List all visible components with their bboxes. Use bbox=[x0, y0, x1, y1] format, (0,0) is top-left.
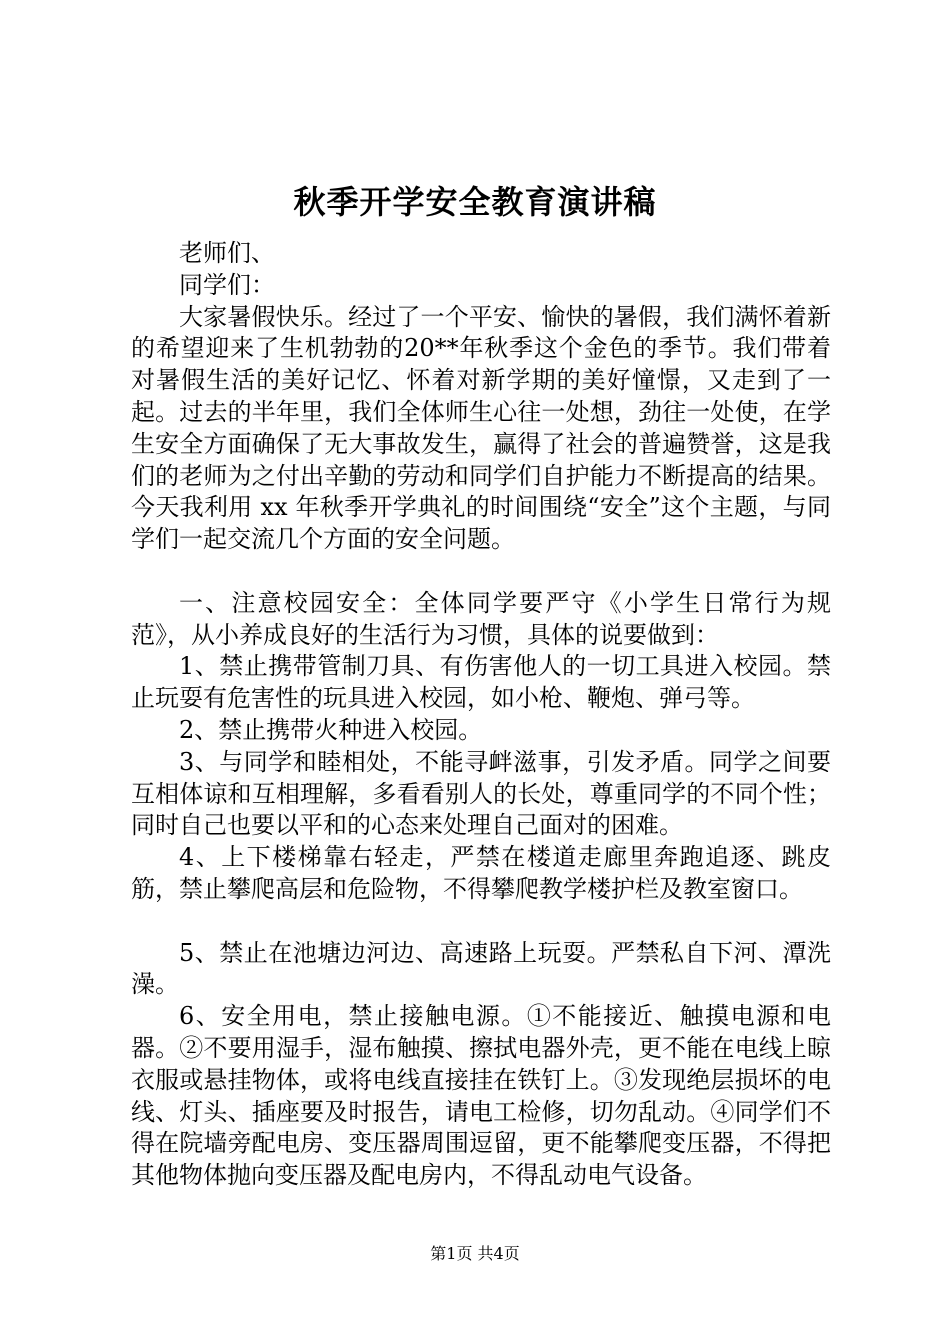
paragraph-intro: 大家暑假快乐。经过了一个平安、愉快的暑假，我们满怀着新的希望迎来了生机勃勃的20**年秋季这个金色的季节。我们带着对暑假生活的美好记忆、怀着对新学期的美好憧憬，又走到了一起。过去的半年里，我们全体师生心往一处想，劲往一处使，在学生安全方面确保了无大事故发生，赢得了社会的普遍赞誉，这是我们的老师为之付出辛勤的劳动和同学们自护能力不断提高的结果。今天我利用 xx 年秋季开学典礼的时间围绕“安全”这个主题，与同学们一起交流几个方面的安全问题。 bbox=[131, 302, 831, 554]
paragraph-spacer bbox=[131, 556, 831, 588]
paragraph-item-2: 2、禁止携带火种进入校园。 bbox=[179, 715, 483, 744]
paragraph-spacer bbox=[131, 906, 831, 938]
document-body bbox=[131, 238, 831, 1192]
document-title: 秋季开学安全教育演讲稿 bbox=[293, 183, 657, 221]
paragraph-item-3: 3、与同学和睦相处，不能寻衅滋事，引发矛盾。同学之间要互相体谅和互相理解，多看看别人的长处，尊重同学的不同个性；同时自己也要以平和的心态来处理自己面对的困难。 bbox=[131, 747, 831, 840]
page-number-footer: 第1页 共4页 bbox=[430, 1244, 520, 1263]
paragraph-item-5: 5、禁止在池塘边河边、高速路上玩耍。严禁私自下河、潭洗澡。 bbox=[131, 938, 831, 999]
paragraph-item-6: 6、安全用电，禁止接触电源。①不能接近、触摸电源和电器。②不要用湿手，湿布触摸、擦拭电器外壳，更不能在电线上晾衣服或悬挂物体，或将电线直接挂在铁钉上。③发现绝层损坏的电线、灯头、插座要及时报告，请电工检修，切勿乱动。④同学们不得在院墙旁配电房、变压器周围逗留，更不能攀爬变压器，不得把其他物体抛向变压器及配电房内，不得乱动电气设备。 bbox=[131, 1002, 831, 1190]
paragraph-item-4: 4、上下楼梯靠右轻走，严禁在楼道走廊里奔跑追逐、跳皮筋，禁止攀爬高层和危险物，不得攀爬教学楼护栏及教室窗口。 bbox=[131, 843, 831, 903]
salutation-students: 同学们： bbox=[179, 270, 275, 299]
paragraph-section-1: 一、注意校园安全：全体同学要严守《小学生日常行为规范》，从小养成良好的生活行为习惯，具体的说要做到： bbox=[131, 588, 831, 649]
paragraph-item-1: 1、禁止携带管制刀具、有伤害他人的一切工具进入校园。禁止玩耍有危害性的玩具进入校园，如小枪、鞭炮、弹弓等。 bbox=[131, 652, 831, 713]
salutation-teachers: 老师们、 bbox=[179, 239, 275, 267]
